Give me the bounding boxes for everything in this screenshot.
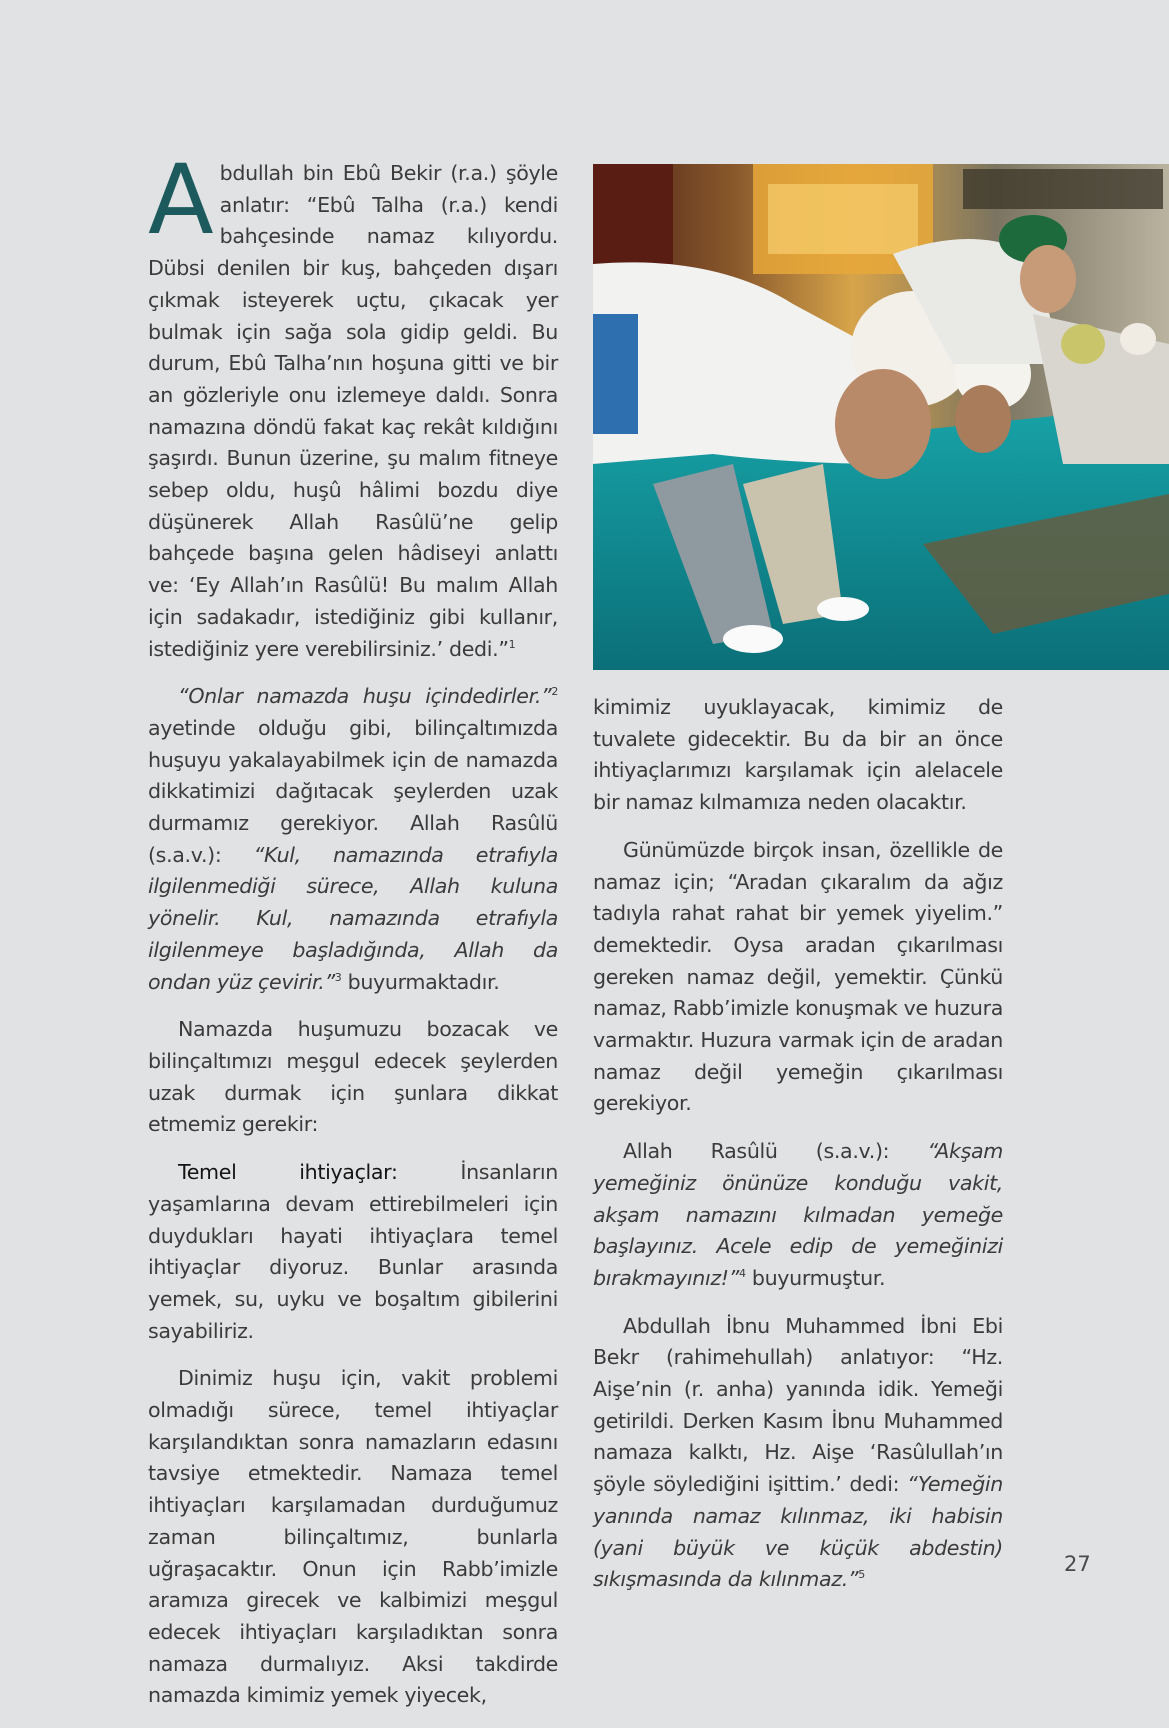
photo-prayer-congregation — [593, 164, 1169, 670]
footnote-ref: 2 — [551, 685, 558, 699]
hadith-quote: “Yemeğin yanında namaz kılınmaz, iki habisin (yani büyük ve küçük abdestin) sıkışmasında da kılınmaz.” — [593, 1472, 1003, 1592]
paragraph-3 — [593, 1136, 1003, 1295]
footnote-ref: 1 — [508, 637, 516, 651]
footnote-ref: 4 — [739, 1267, 746, 1281]
drop-cap: A — [148, 144, 214, 256]
paragraph-5: Dinimiz huşu için, vakit problemi olmadığı sürece, temel ihtiyaçlar karşılandıktan sonra namazların edasını tavsiye etmektedir. Namaza temel ihtiyaçları karşılamadan durduğumuz zaman bilinçaltımız, bunlarla uğraşacaktır. Onun için Rabb’imizle aramıza girecek ve kalbimizi meşgul edecek ihtiyaçları karşıladıktan sonra namaza durmalıyız. Aksi takdirde namazda kimimiz yemek yiyecek, — [148, 1366, 558, 1708]
paragraph-text: Allah Rasûlü (s.a.v.): — [623, 1139, 928, 1164]
hadith-quote: “Akşam yemeğiniz önünüze konduğu vakit, akşam namazını kılmadan yemeğe başlayınız. Acele edip de yemeğinizi bırakmayınız!” — [593, 1139, 1003, 1290]
page-number: 27 — [1064, 1552, 1091, 1576]
term-heading: Temel ihtiyaçlar: — [178, 1160, 398, 1185]
verse-quote: “Onlar namazda huşu içindedirler.” — [178, 684, 552, 709]
paragraph-text: Abdullah İbnu Muhammed İbni Ebi Bekr (rahimehullah) anlatıyor: “Hz. Aişe’nin (r. anha) yanında idik. Yemeği getirildi. Derken Kasım İbnu Muhammed namaza kalktı, Hz. Aişe ‘Rasûlullah’ın şöyle söylediğini işittim.’ dedi: — [593, 1313, 1003, 1497]
paragraph-4 — [148, 1157, 558, 1347]
footnote-ref: 5 — [858, 1568, 865, 1582]
hadith-quote: “Kul, namazında etrafıyla ilgilenmediği sürece, Allah kuluna yönelir. Kul, namazında etrafıyla ilgilenmeye başladığında, Allah da ondan yüz çevirir.” — [148, 842, 558, 994]
paragraph-1: kimimiz uyuklayacak, kimimiz de tuvalete gidecektir. Bu da bir an önce ihtiyaçlarımızı karşılamak için alelacele bir namaz kılmamıza neden olacaktır. — [593, 695, 1003, 815]
paragraph-2 — [148, 681, 558, 998]
footnote-ref: 3 — [334, 970, 342, 984]
paragraph-text: buyurmaktadır. — [341, 969, 500, 994]
paragraph-text: ayetinde olduğu gibi, bilinçaltımızda huşuyu yakalayabilmek için de namazda dikkatimizi dağıtacak şeylerden uzak durmamız gerekiyor. Allah Rasûlü (s.a.v.): — [148, 715, 558, 867]
paragraph-1 — [148, 144, 558, 665]
left-column — [148, 144, 558, 1728]
paragraph-text: bdullah bin Ebû Bekir (r.a.) şöyle anlatır: “Ebû Talha (r.a.) kendi bahçesinde namaz kılıyordu. Dübsi denilen bir kuş, bahçeden dışarı çıkmak isteyerek uçtu, çıkacak yer bulmak için sağa sola gidip geldi. Bu durum, Ebû Talha’nın hoşuna gitti ve bir an gözleriyle onu izlemeye daldı. Sonra namazına döndü fakat kaç rekât kıldığını şaşırdı. Bunun üzerine, şu malım fitneye sebep oldu, huşû hâlimi bozdu diye düşünerek Allah Rasûlü’ne gelip bahçede başına gelen hâdiseyi anlattı ve: ‘Ey Allah’ın Rasûlü! Bu malım Allah için sadakadır, istediğiniz gibi kullanır, istediğiniz yere verebilirsiniz.’ dedi.” — [148, 161, 558, 661]
right-column — [593, 692, 1003, 1612]
paragraph-2: Günümüzde birçok insan, özellikle de namaz için; “Aradan çıkaralım da ağız tadıyla rahat rahat bir yemek yiyelim.” demektedir. Oysa aradan çıkarılması gereken namaz değil, yemektir. Çünkü namaz, Rabb’imizle konuşmak ve huzura varmaktır. Huzura varmak için de aradan namaz değil yemeğin çıkarılması gerekiyor. — [593, 837, 1003, 1116]
paragraph-text: buyurmuştur. — [745, 1265, 886, 1290]
paragraph-text: İnsanların yaşamlarına devam ettirebilmeleri için duydukları hayati ihtiyaçlara temel ihtiyaçlar diyoruz. Bunlar arasında yemek, su, uyku ve boşaltım gibilerini sayabiliriz. — [148, 1160, 558, 1343]
paragraph-3: Namazda huşumuzu bozacak ve bilinçaltımızı meşgul edecek şeylerden uzak durmak için şunlara dikkat etmemiz gerekir: — [148, 1017, 558, 1137]
photo-illustration — [593, 164, 1169, 670]
paragraph-4 — [593, 1311, 1003, 1596]
